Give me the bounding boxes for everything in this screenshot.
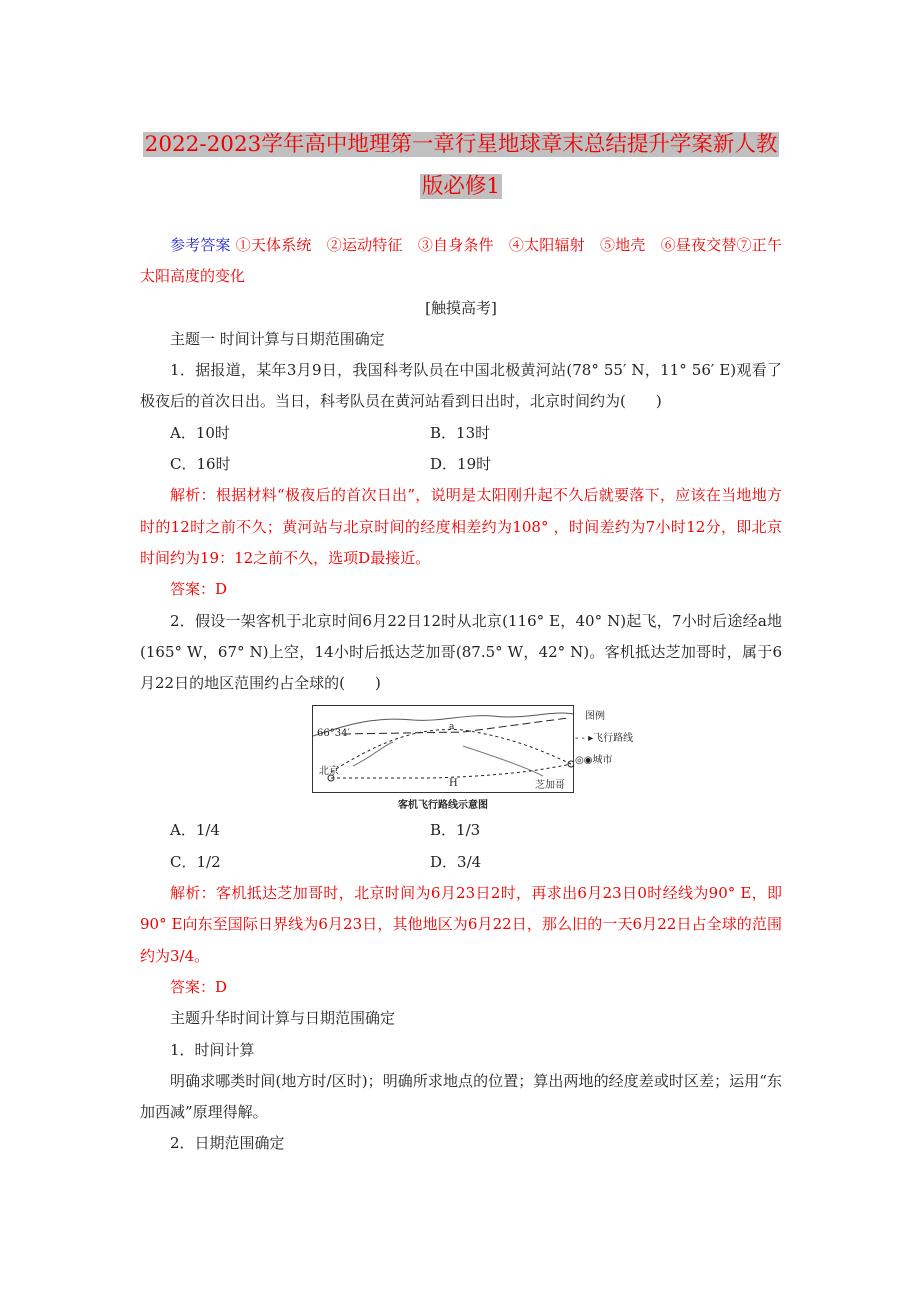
q2-options-row2: C．1/2 D．3/4	[170, 852, 482, 871]
document-title-line2: 版必修1	[421, 174, 501, 199]
summary-heading: 主题升华时间计算与日期范围确定	[170, 1009, 396, 1028]
q2-analysis: 解析：客机抵达芝加哥时，北京时间为6月23日2时，再求出6月23日0时经线为90° E，即90° E向东至国际日界线为6月23日，其他地区为6月22日，那么旧的一天6月22日占全球的范围约为3/4。	[140, 884, 782, 965]
document-title: 2022-2023学年高中地理第一章行星地球章末总结提升学案新人教	[144, 132, 778, 157]
map-legend: 图例 - - ▸飞行路线 ◎◉城市	[575, 711, 634, 767]
document-body	[140, 230, 782, 1160]
flight-route-figure	[312, 705, 634, 815]
reference-answer: 参考答案 ①天体系统 ②运动特征 ③自身条件 ④太阳辐射 ⑤地壳 ⑥昼夜交替⑦正午太阳高度的变化	[140, 236, 782, 286]
title-block	[111, 127, 811, 211]
q1-options-row2: C．16时 D．19时	[170, 455, 492, 474]
q2-options-row1: A．1/4 B．1/3	[170, 821, 481, 840]
q1-options-row1: A．10时 B．13时	[170, 423, 491, 442]
q2-answer: 答案：D	[170, 977, 228, 996]
section-heading: [触摸高考]	[425, 298, 497, 317]
question-2: 2．假设一架客机于北京时间6月22日12时从北京(116° E，40° N)起飞，7小时后途经a地(165° W，67° N)上空，14小时后抵达芝加哥(87.5° W，42° N)。客机抵达芝加哥时，属于6月22日的地区范围约占全球的( )	[140, 611, 782, 693]
topic-heading: 主题一 时间计算与日期范围确定	[170, 329, 385, 348]
q1-analysis: 解析：根据材料“极夜后的首次日出”，说明是太阳刚升起不久后就要落下，应该在当地地方时的12时之前不久；黄河站与北京时间的经度相差约为108° ，时间差约为7小时12分，即北京时间约为19：12之前不久，选项D最接近。	[140, 486, 782, 567]
flight-route-map: 66°34′ a H 北京 芝加哥 图例 - - ▸飞行路线 ◎◉城市	[312, 705, 574, 793]
map-drawing	[313, 706, 573, 792]
summary-item-2: 2．日期范围确定	[170, 1134, 285, 1153]
summary-item-1-text: 明确求哪类时间(地方时/区时)；明确所求地点的位置；算出两地的经度差或时区差；运用“东加西减”原理得解。	[140, 1071, 782, 1122]
question-1: 1．据报道，某年3月9日，我国科考队员在中国北极黄河站(78° 55′ N，11° 56′ E)观看了极夜后的首次日出。当日，科考队员在黄河站看到日出时，北京时间约为( )	[140, 361, 782, 411]
figure-caption: 客机飞行路线示意图	[398, 800, 488, 812]
summary-item-1: 1．时间计算	[170, 1040, 255, 1059]
q1-answer: 答案：D	[170, 580, 228, 599]
